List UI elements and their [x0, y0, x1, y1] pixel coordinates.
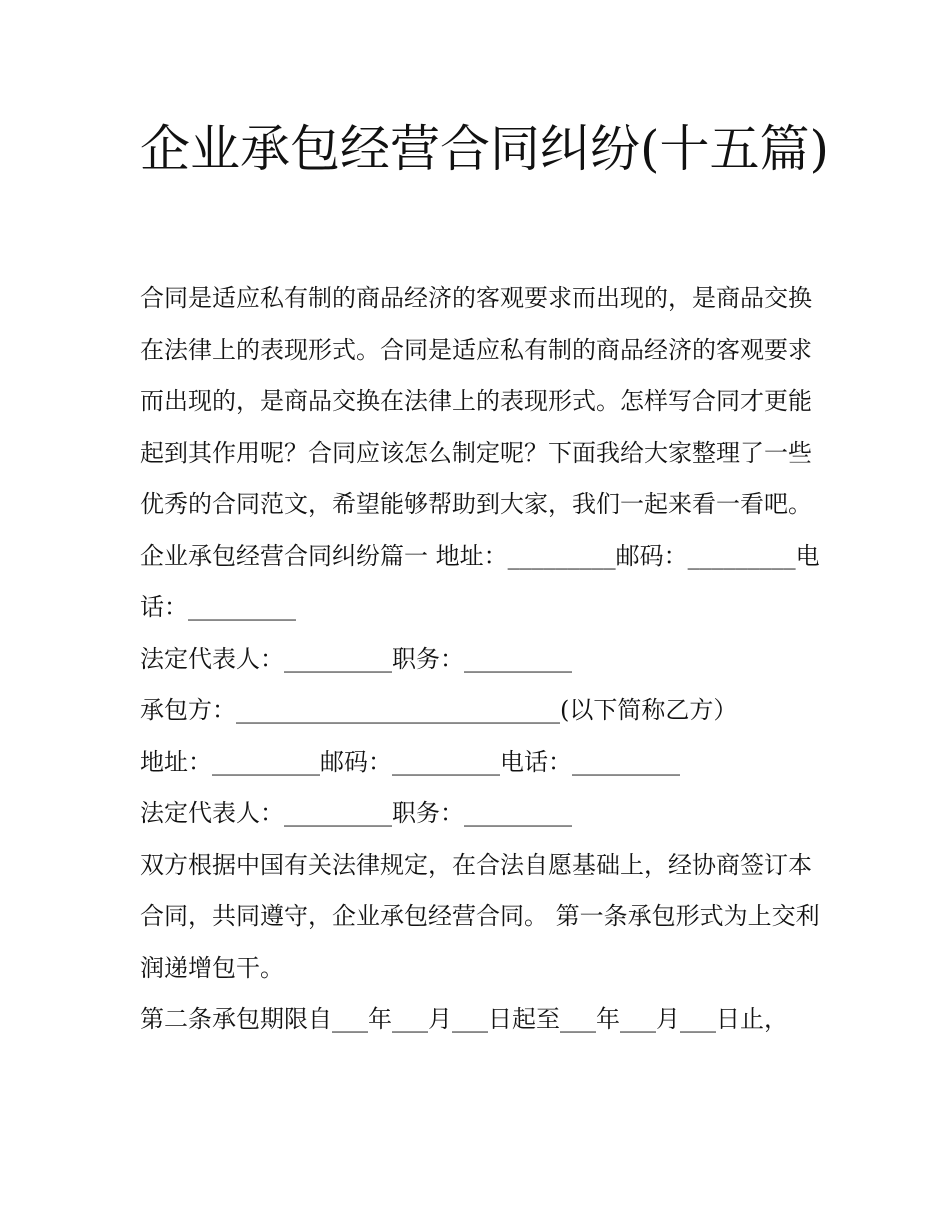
document-title: 企业承包经营合同纠纷(十五篇) [140, 120, 830, 178]
article-two-paragraph: 第二条承包期限自___年___月___日起至___年___月___日止， [140, 1005, 788, 1033]
party-a-representative-line: 法定代表人：_________职务：_________ [140, 644, 572, 673]
agreement-paragraph: 双方根据中国有关法律规定，在合法自愿基础上，经协商签订本合同，共同遵守，企业承包经营合同。 第一条承包形式为上交利润递增包干。 [140, 850, 820, 982]
party-b-representative-line: 法定代表人：_________职务：_________ [140, 799, 572, 827]
intro-paragraph: 合同是适应私有制的商品经济的客观要求而出现的，是商品交换在法律上的表现形式。合同是适应私有制的商品经济的客观要求而出现的，是商品交换在法律上的表现形式。怎样写合同才更能起到其作用呢？合同应该怎么制定呢？下面我给大家整理了一些优秀的合同范文，希望能够帮助到大家，我们一起来看一看吧。 [140, 284, 812, 518]
party-b-address-line: 地址：_________邮码：_________电话：_________ [140, 747, 680, 776]
party-a-address-line: 企业承包经营合同纠纷篇一 地址：_________邮码：_________电话：_________ [140, 541, 820, 621]
document-body [140, 273, 820, 1046]
contractor-line: 承包方：___________________________(以下简称乙方） [140, 696, 738, 724]
